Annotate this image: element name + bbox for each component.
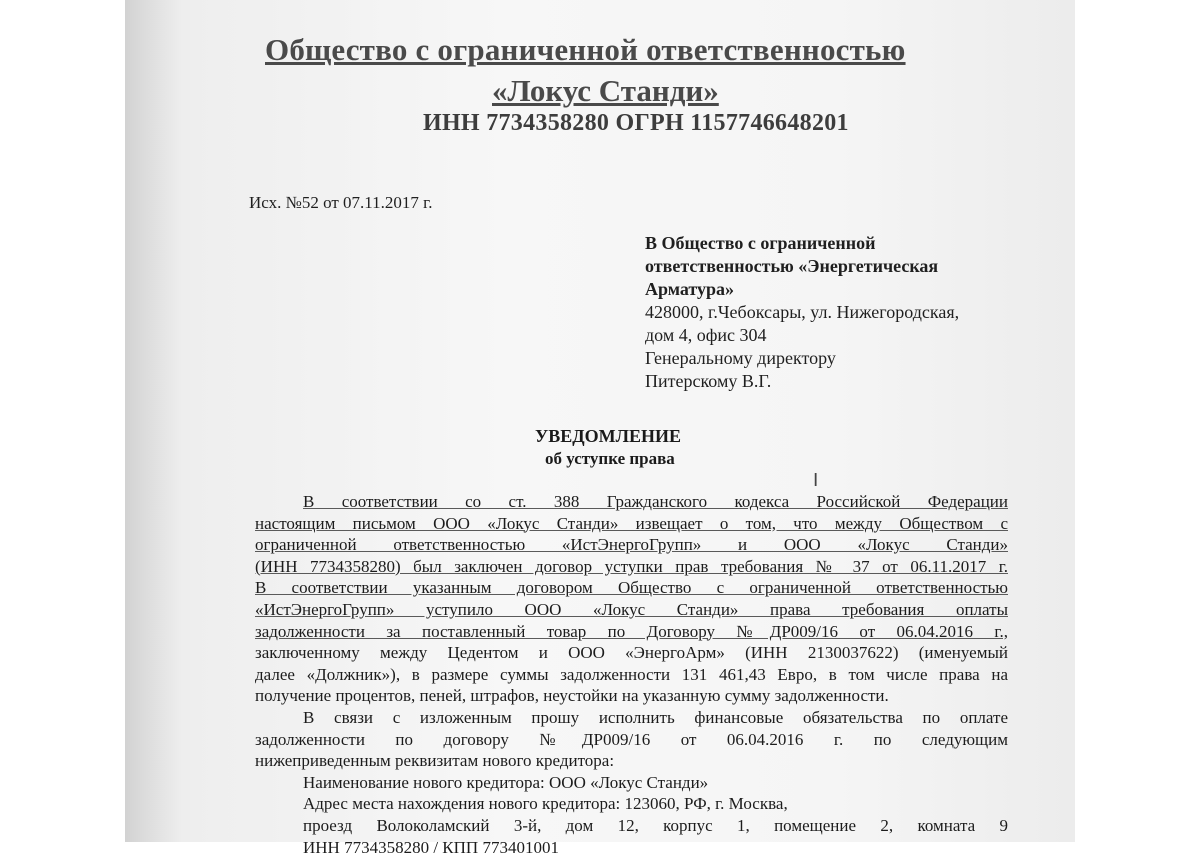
org-name: «Локус Станди» — [492, 73, 719, 108]
org-registration-codes: ИНН 7734358280 ОГРН 1157746648201 — [423, 110, 849, 136]
recipient-block — [645, 232, 959, 393]
body-line: задолженности по договору №ДР009/16 от 06.04.2016 г. по следующим — [255, 729, 1008, 749]
creditor-address-2: проезд Волоколамский 3-й, дом 12, корпус 1, помещение 2, комната 9 — [303, 815, 1008, 835]
text-cursor-icon: I — [813, 470, 819, 491]
body-line: В связи с изложенным прошу исполнить финансовые обязательства по оплате — [303, 707, 1008, 727]
body-line: настоящим письмом ООО «Локус Станди» извещает о том, что между Обществом с — [255, 513, 1008, 533]
recipient-address-2: дом 4, офис 304 — [645, 325, 767, 345]
recipient-line-3: Арматура» — [645, 279, 735, 299]
creditor-name: Наименование нового кредитора: ООО «Локус Станди» — [303, 772, 709, 792]
creditor-address-1: Адрес места нахождения нового кредитора: 123060, РФ, г. Москва, — [303, 794, 788, 814]
body-line: далее «Должник»), в размере суммы задолженности 131 461,43 Евро, в том числе права на — [255, 664, 1008, 684]
body-line: «ИстЭнергоГрупп» уступило ООО «Локус Станди» права требования оплаты — [255, 599, 1008, 619]
body-line: получение процентов, пеней, штрафов, неустойки на указанную сумму задолженности. — [255, 686, 889, 706]
body-line: задолженности за поставленный товар по Договору №ДР009/16 от 06.04.2016 г., — [255, 621, 1008, 641]
notice-subtitle: об уступке права — [545, 449, 675, 468]
body-line: заключенному между Цедентом и ООО «ЭнергоАрм» (ИНН 2130037622) (именуемый — [255, 643, 1008, 663]
body-line: В соответствии со ст. 388 Гражданского кодекса Российской Федерации — [303, 492, 1008, 511]
notice-title: УВЕДОМЛЕНИЕ — [535, 426, 682, 446]
recipient-line-2: ответственностью «Энергетическая — [645, 256, 939, 276]
recipient-address-1: 428000, г.Чебоксары, ул. Нижегородская, — [645, 302, 960, 322]
notice-body — [255, 491, 1008, 857]
outgoing-reference: Исх. №52 от 07.11.2017 г. — [249, 193, 433, 212]
body-line: ограниченной ответственностью «ИстЭнергоГрупп» и ООО «Локус Станди» — [255, 535, 1008, 555]
body-line: В соответствии указанным договором Общество с ограниченной ответственностью — [255, 578, 1008, 598]
recipient-line-1: В Общество с ограниченной — [645, 233, 876, 253]
body-line: (ИНН 7734358280) был заключен договор уступки прав требования № 37 от 06.11.2017 г. — [255, 556, 1008, 576]
org-title: Общество с ограниченной ответственностью — [265, 32, 906, 67]
creditor-inn-cut: ИНН 7734358280 / КПП 773401001 — [303, 837, 559, 857]
body-line: нижеприведенным реквизитам нового кредитора: — [255, 751, 615, 771]
recipient-position: Генеральному директору — [645, 348, 836, 368]
document-page — [125, 0, 1075, 857]
recipient-name: Питерскому В.Г. — [645, 371, 772, 391]
